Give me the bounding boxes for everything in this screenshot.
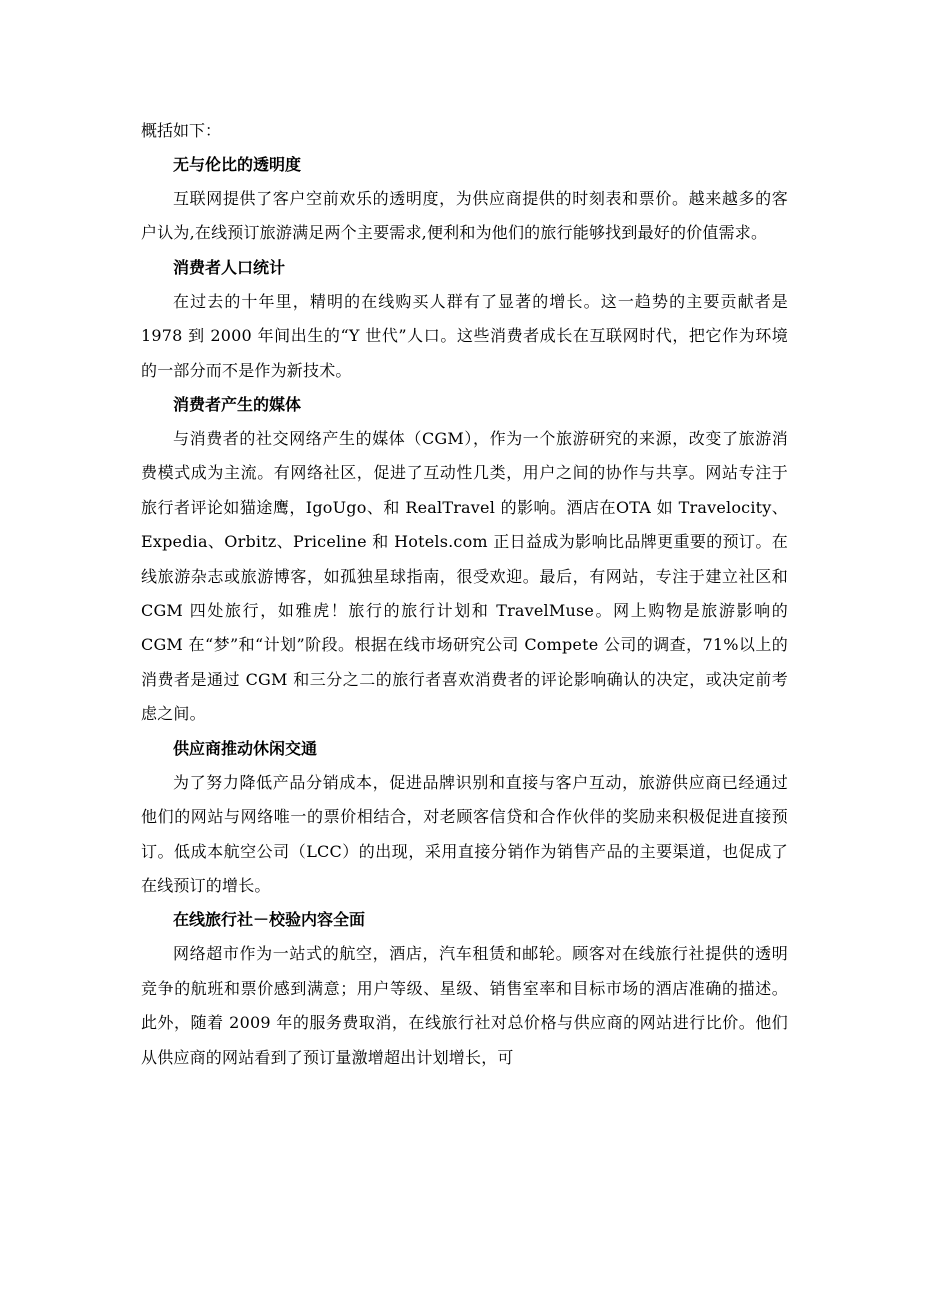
section-heading: 在线旅行社－校验内容全面 (173, 910, 366, 930)
section-paragraph: 为了努力降低产品分销成本，促进品牌识别和直接与客户互动，旅游供应商已经通过他们的网站与网络唯一的票价相结合，对老顾客信贷和合作伙伴的奖励来积极促进直接预订。低成本航空公司（LCC）的出现，采用直接分销作为销售产品的主要渠道，也促成了在线预订的增长。 (141, 772, 788, 895)
section-paragraph: 在过去的十年里，精明的在线购买人群有了显著的增长。这一趋势的主要贡献者是 1978 到 2000 年间出生的“Y 世代”人口。这些消费者成长在互联网时代，把它作为环境的一部分而不是作为新技术。 (141, 291, 788, 380)
section-consumer-media (141, 388, 788, 732)
section-heading: 消费者人口统计 (173, 257, 286, 277)
section-paragraph: 互联网提供了客户空前欢乐的透明度，为供应商提供的时刻表和票价。越来越多的客户认为,在线预订旅游满足两个主要需求,便利和为他们的旅行能够找到最好的价值需求。 (141, 189, 788, 243)
intro-text: 概括如下： (141, 121, 222, 140)
section-online-travel-agency (141, 903, 788, 1075)
section-paragraph: 网络超市作为一站式的航空，酒店，汽车租赁和邮轮。顾客对在线旅行社提供的透明竞争的航班和票价感到满意；用户等级、星级、销售室率和目标市场的酒店准确的描述。此外，随着 2009 年的服务费取消，在线旅行社对总价格与供应商的网站进行比价。他们从供应商的网站看到了预订量激增超出计划增长，可 (141, 944, 788, 1067)
section-paragraph: 与消费者的社交网络产生的媒体（CGM），作为一个旅游研究的来源，改变了旅游消费模式成为主流。有网络社区，促进了互动性几类，用户之间的协作与共享。网站专注于旅行者评论如猫途鹰，IgoUgo、和 RealTravel 的影响。酒店在OTA 如 Travelocity、Expedia、Orbitz、Priceline 和 Hotels.com 正日益成为影响比品牌更重要的预订。在线旅游杂志或旅游博客，如孤独星球指南，很受欢迎。最后，有网站，专注于建立社区和 CGM 四处旅行，如雅虎！旅行的旅行计划和 TravelMuse。网上购物是旅游影响的 CGM 在“梦”和“计划”阶段。根据在线市场研究公司 Compete 公司的调查，71%以上的消费者是通过 CGM 和三分之二的旅行者喜欢消费者的评论影响确认的决定，或决定前考虑之间。 (141, 429, 788, 724)
section-transparency (141, 148, 788, 251)
section-demographics (141, 251, 788, 388)
section-heading: 消费者产生的媒体 (173, 395, 302, 415)
section-heading: 无与伦比的透明度 (173, 155, 302, 174)
section-heading: 供应商推动休闲交通 (173, 738, 318, 758)
document-body (141, 114, 788, 1075)
section-supplier-travel (141, 732, 788, 904)
